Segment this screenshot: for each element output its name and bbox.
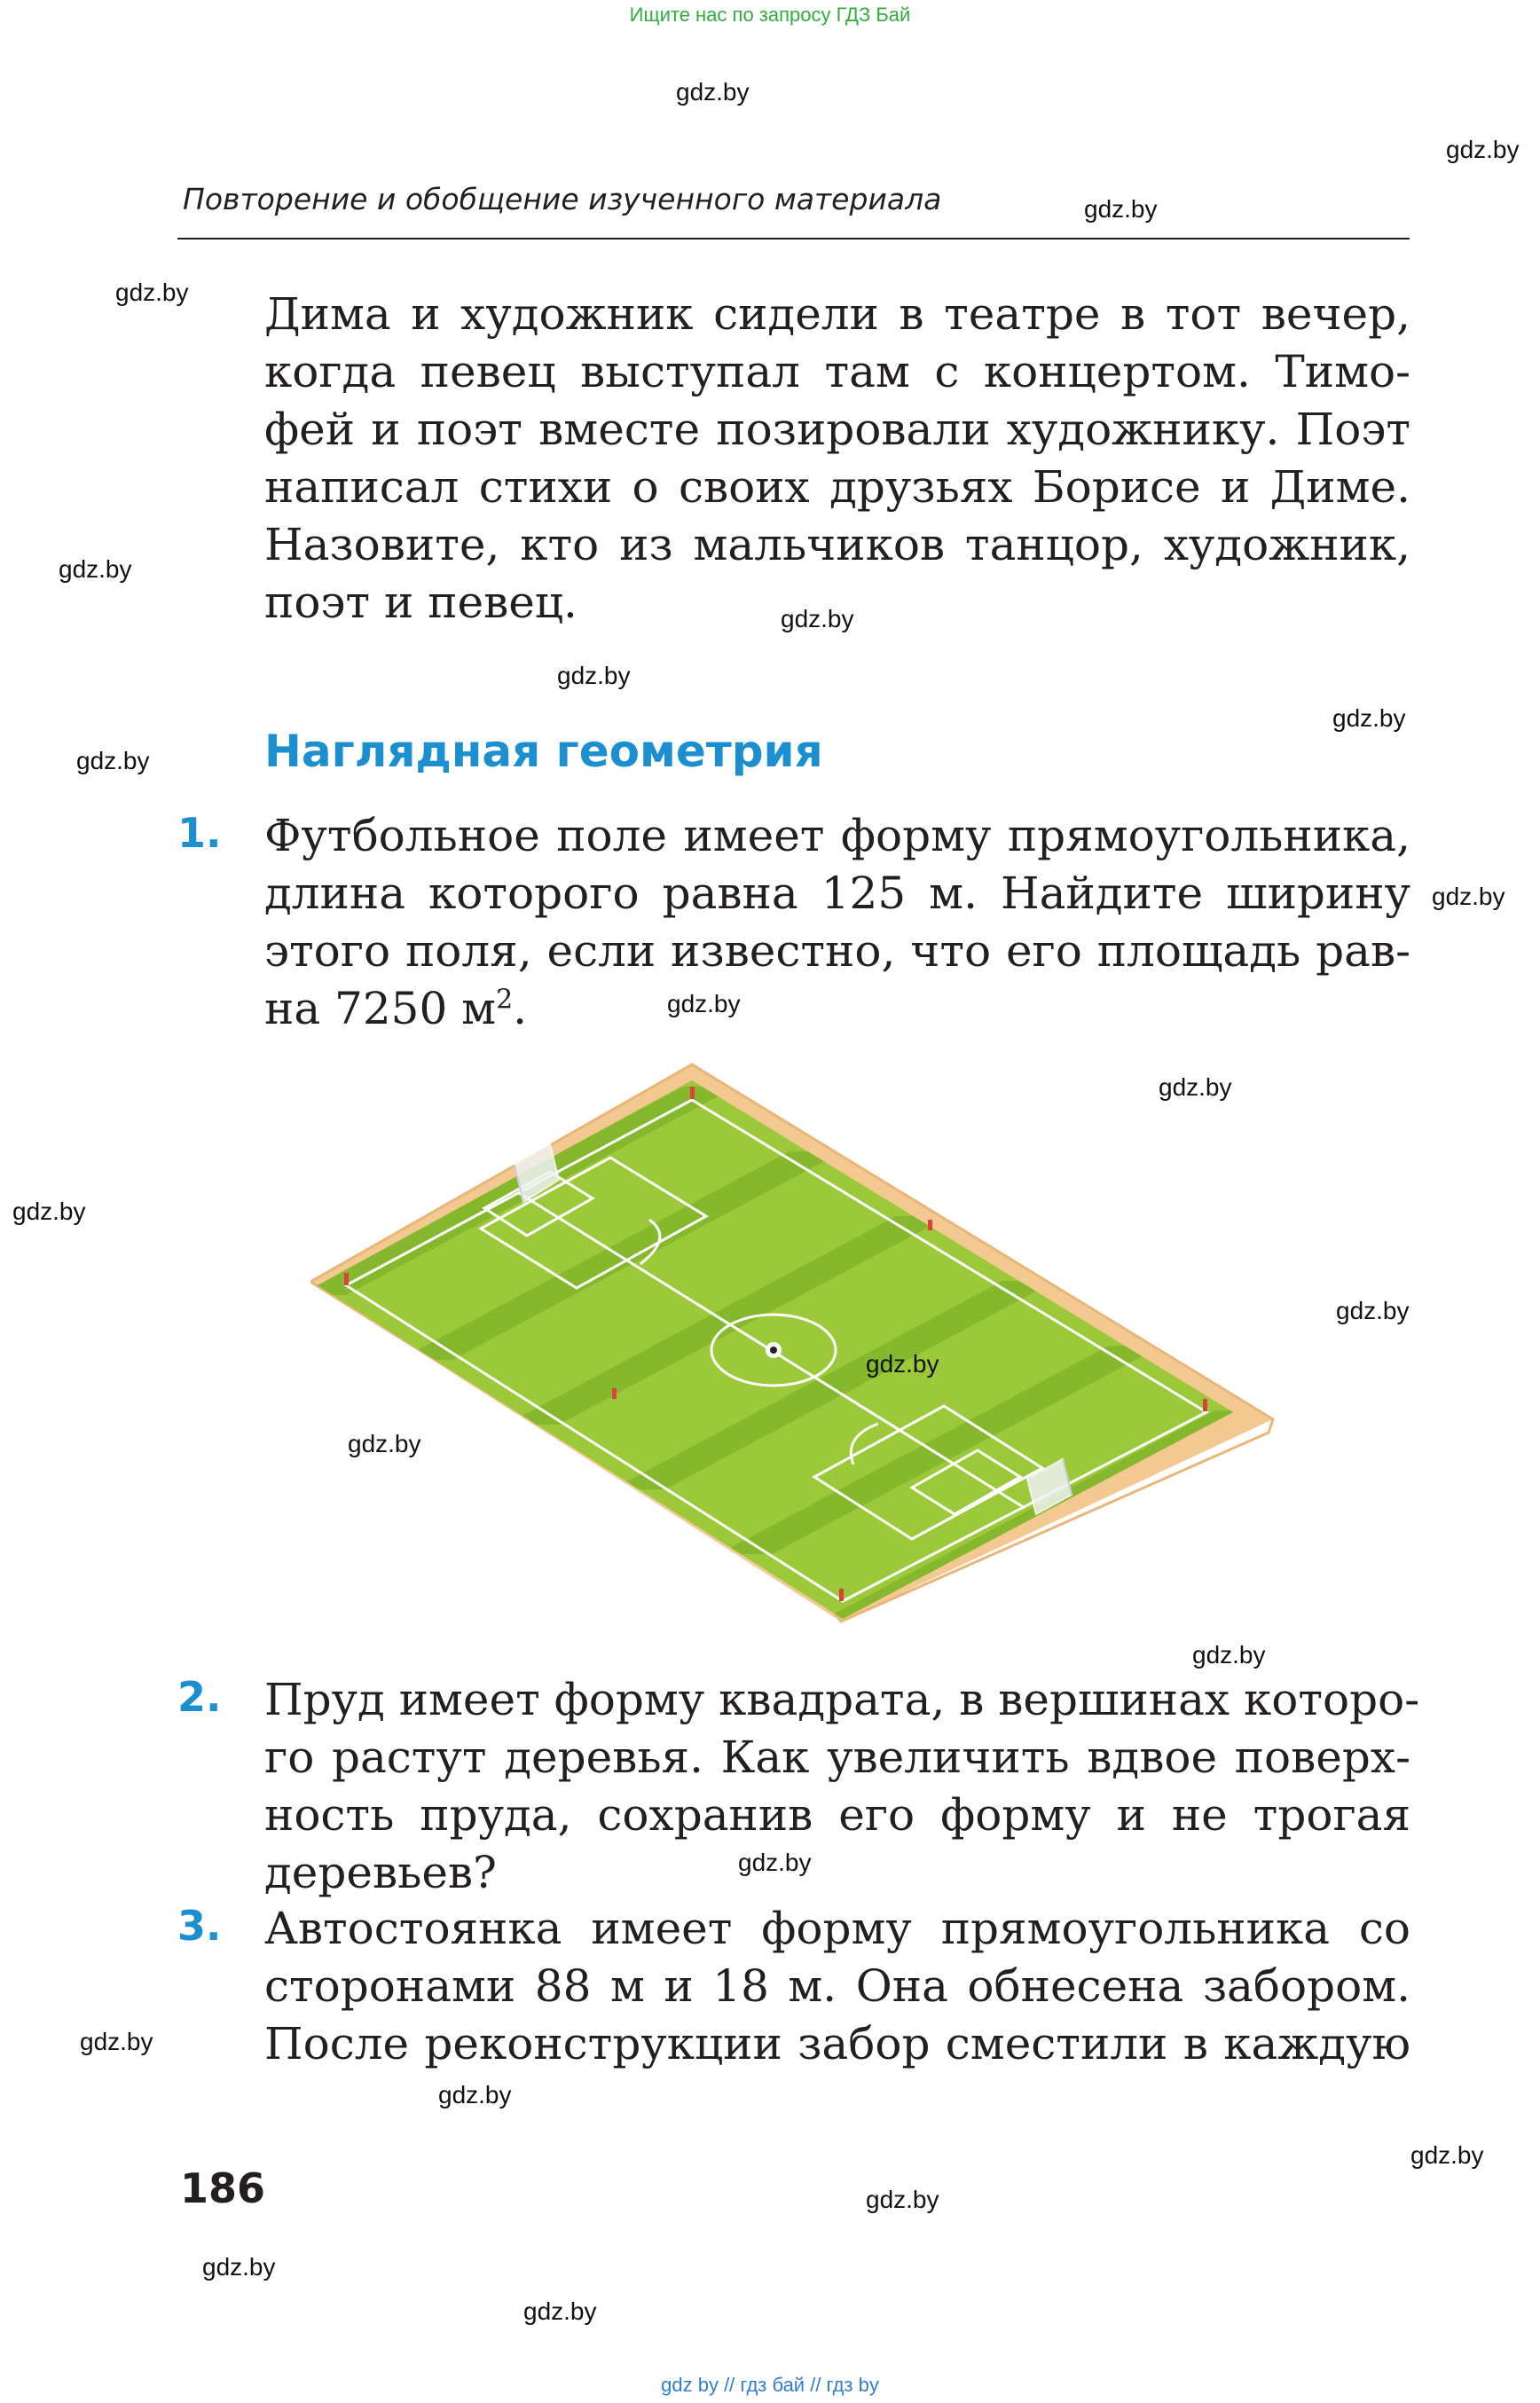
text-line: ность пруда, сохранив его форму и не трогая <box>264 1789 1410 1841</box>
football-field-illustration <box>310 1060 1277 1623</box>
watermark: gdz.by <box>1446 136 1520 163</box>
watermark: gdz.by <box>1084 195 1158 223</box>
text-line: когда певец выступал там с концертом. Тимо- <box>264 346 1410 397</box>
watermark: gdz.by <box>59 555 132 583</box>
text-line: этого поля, если известно, что его площадь рав- <box>264 925 1410 977</box>
watermark: gdz.by <box>523 2297 597 2325</box>
section-title: Наглядная геометрия <box>264 726 823 777</box>
text-line: Назовите, кто из мальчиков танцор, художник, <box>264 519 1410 570</box>
area-value: на 7250 м <box>264 983 497 1034</box>
watermark: gdz.by <box>1410 2141 1484 2169</box>
watermark: gdz.by <box>1432 883 1505 910</box>
watermark: gdz.by <box>667 990 741 1017</box>
text-line: После реконструкции забор сместили в каждую <box>264 2018 1410 2069</box>
superscript: 2 <box>496 984 514 1016</box>
watermark: gdz.by <box>202 2253 276 2281</box>
watermark: gdz.by <box>557 662 631 689</box>
watermark: gdz.by <box>76 747 150 774</box>
text-line: го растут деревья. Как увеличить вдвое поверх- <box>264 1732 1410 1783</box>
text-line: написал стихи о своих друзьях Борисе и Диме. <box>264 461 1410 513</box>
watermark: gdz.by <box>866 1350 939 1378</box>
text-line: Пруд имеет форму квадрата, в вершинах которо- <box>264 1674 1420 1725</box>
problem-1-text <box>264 807 1410 1038</box>
problem-3-text <box>264 1900 1410 2073</box>
problem-2-text <box>264 1671 1420 1902</box>
top-banner[interactable]: Ищите нас по запросу ГДЗ Бай <box>629 4 911 26</box>
text-line: Автостоянка имеет форму прямоугольника со <box>264 1903 1410 1954</box>
problem-number: 2. <box>177 1673 222 1721</box>
watermark: gdz.by <box>676 78 750 106</box>
text-line: деревьев? <box>264 1847 497 1898</box>
watermark: gdz.by <box>115 279 189 306</box>
problem-number: 3. <box>177 1902 222 1950</box>
bottom-banner[interactable]: gdz by // гдз бай // гдз by <box>661 2374 879 2396</box>
watermark: gdz.by <box>1332 704 1406 732</box>
header-rule <box>177 238 1410 240</box>
watermark: gdz.by <box>738 1849 812 1876</box>
page-number: 186 <box>180 2164 266 2212</box>
text-line: фей и поэт вместе позировали художнику. Поэт <box>264 404 1410 455</box>
text-line: длина которого равна 125 м. Найдите ширину <box>264 868 1410 919</box>
watermark: gdz.by <box>781 605 854 632</box>
text-line: поэт и певец. <box>264 577 578 628</box>
watermark: gdz.by <box>1336 1297 1410 1324</box>
watermark: gdz.by <box>80 2028 153 2055</box>
watermark: gdz.by <box>1159 1073 1232 1101</box>
text-line: сторонами 88 м и 18 м. Она обнесена забором. <box>264 1960 1410 2012</box>
watermark: gdz.by <box>1192 1641 1266 1669</box>
watermark: gdz.by <box>866 2186 939 2213</box>
problem-number: 1. <box>177 809 222 857</box>
sentence-end: . <box>513 983 528 1034</box>
watermark: gdz.by <box>348 1430 421 1457</box>
text-line: Футбольное поле имеет форму прямоугольника, <box>264 810 1410 861</box>
text-line <box>264 980 1410 1038</box>
running-head: Повторение и обобщение изученного материала <box>183 182 942 216</box>
intro-paragraph <box>264 286 1410 632</box>
watermark: gdz.by <box>12 1198 86 1225</box>
text-line: Дима и художник сидели в театре в тот вечер, <box>264 288 1410 340</box>
watermark: gdz.by <box>438 2081 512 2109</box>
